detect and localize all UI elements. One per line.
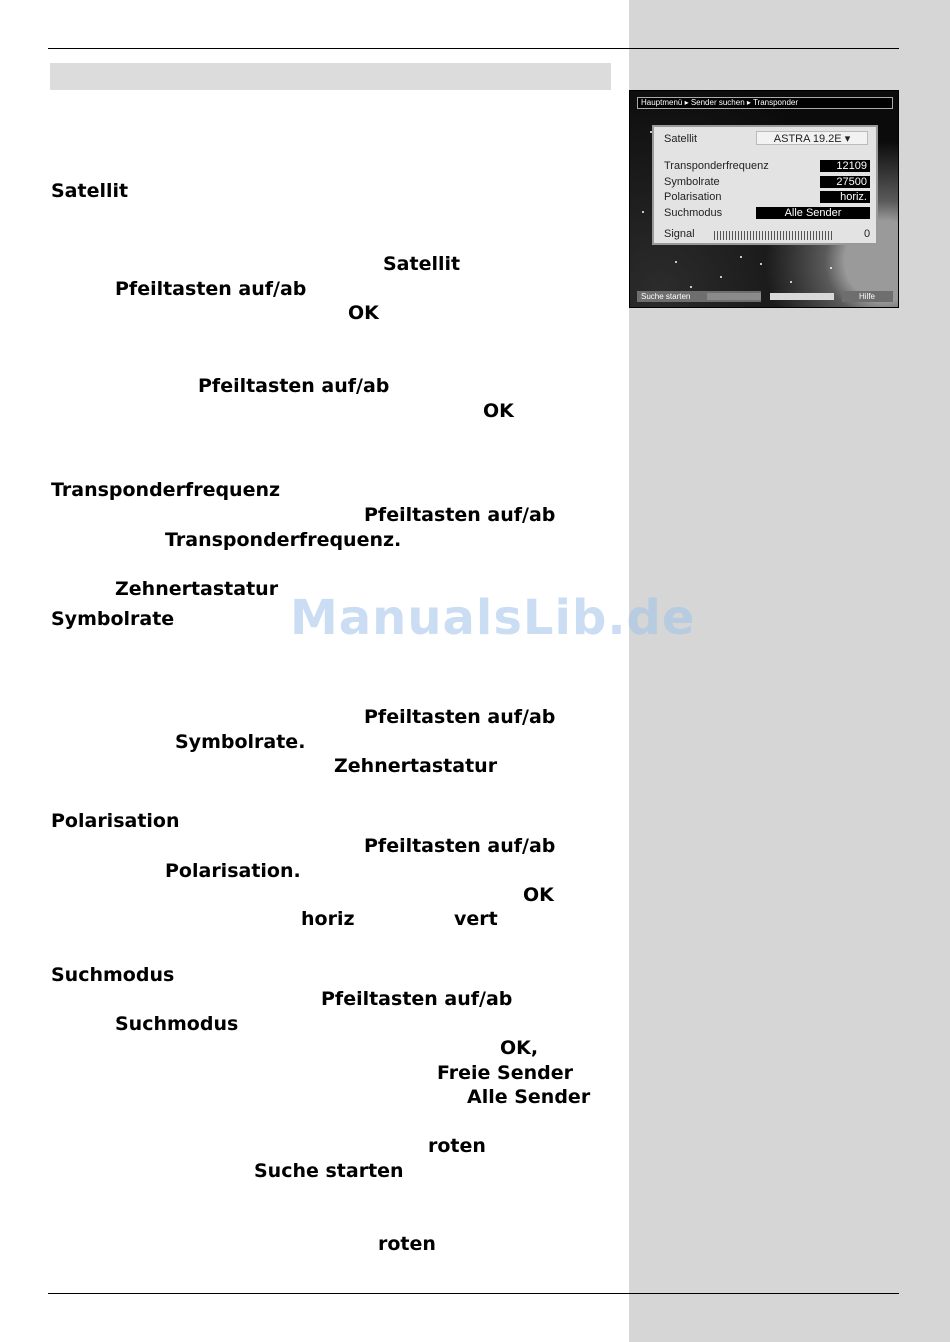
key-ok-3: OK bbox=[523, 884, 554, 906]
ref-polarisation: Polarisation. bbox=[165, 860, 301, 882]
key-red-1: roten bbox=[428, 1135, 486, 1157]
key-ok-2: OK bbox=[483, 400, 514, 422]
tv-green-key-bar bbox=[707, 293, 761, 300]
key-numpad-2: Zehnertastatur bbox=[334, 755, 498, 777]
tv-row-label: Polarisation bbox=[664, 191, 722, 203]
value-horiz: horiz bbox=[301, 908, 355, 930]
heading-satellit: Satellit bbox=[51, 180, 129, 202]
tv-row-value: Alle Sender bbox=[756, 207, 870, 219]
key-arrows-5: Pfeiltasten auf/ab bbox=[364, 835, 556, 857]
tv-yellow-key-bar bbox=[770, 293, 834, 300]
tv-bottom-bar bbox=[637, 291, 893, 302]
watermark: ManualsLib.de bbox=[290, 590, 696, 646]
tv-row-value: 12109 bbox=[820, 160, 870, 172]
ref-transponderfrequenz: Transponderfrequenz. bbox=[165, 529, 402, 551]
key-red-2: roten bbox=[378, 1233, 436, 1255]
tv-row-label: Suchmodus bbox=[664, 207, 723, 219]
key-arrows-3: Pfeiltasten auf/ab bbox=[364, 504, 556, 526]
tv-signal-value: 0 bbox=[864, 228, 871, 240]
tv-settings-panel bbox=[652, 125, 878, 245]
tv-signal-label: Signal bbox=[664, 228, 695, 240]
tv-satellit-select: ASTRA 19.2E ▾ bbox=[756, 131, 868, 145]
tv-menu-screenshot bbox=[629, 90, 899, 308]
tv-row-label: Transponderfrequenz bbox=[664, 160, 769, 172]
tv-breadcrumb: Hauptmenü ▸ Sender suchen ▸ Transponder bbox=[637, 97, 893, 109]
key-ok-4: OK, bbox=[500, 1037, 539, 1059]
key-arrows-1: Pfeiltasten auf/ab bbox=[115, 278, 307, 300]
ref-satellit: Satellit bbox=[383, 253, 461, 275]
heading-polarisation: Polarisation bbox=[51, 810, 180, 832]
key-arrows-2: Pfeiltasten auf/ab bbox=[198, 375, 390, 397]
tv-signal-meter bbox=[714, 231, 832, 240]
top-rule bbox=[48, 48, 899, 49]
tv-row-label: Symbolrate bbox=[664, 176, 720, 188]
ref-symbolrate: Symbolrate. bbox=[175, 731, 306, 753]
label-suche-starten: Suche starten bbox=[254, 1160, 404, 1182]
heading-suchmodus: Suchmodus bbox=[51, 964, 175, 986]
tv-hilfe-label: Hilfe bbox=[858, 292, 875, 301]
tv-satellit-label: Satellit bbox=[664, 133, 698, 145]
tv-row-value: 27500 bbox=[820, 176, 870, 188]
heading-symbolrate: Symbolrate bbox=[51, 608, 175, 630]
key-numpad-1: Zehnertastatur bbox=[115, 578, 279, 600]
value-vert: vert bbox=[454, 908, 498, 930]
value-alle-sender: Alle Sender bbox=[467, 1086, 591, 1108]
value-freie-sender: Freie Sender bbox=[437, 1062, 573, 1084]
section-header-bar bbox=[50, 63, 611, 90]
key-arrows-4: Pfeiltasten auf/ab bbox=[364, 706, 556, 728]
ref-suchmodus: Suchmodus bbox=[115, 1013, 239, 1035]
tv-suche-starten-label: Suche starten bbox=[641, 292, 691, 301]
tv-row-value: horiz. bbox=[820, 191, 870, 203]
bottom-rule bbox=[48, 1293, 899, 1294]
key-ok-1: OK bbox=[348, 302, 379, 324]
heading-transponderfrequenz: Transponderfrequenz bbox=[51, 479, 281, 501]
key-arrows-6: Pfeiltasten auf/ab bbox=[321, 988, 513, 1010]
